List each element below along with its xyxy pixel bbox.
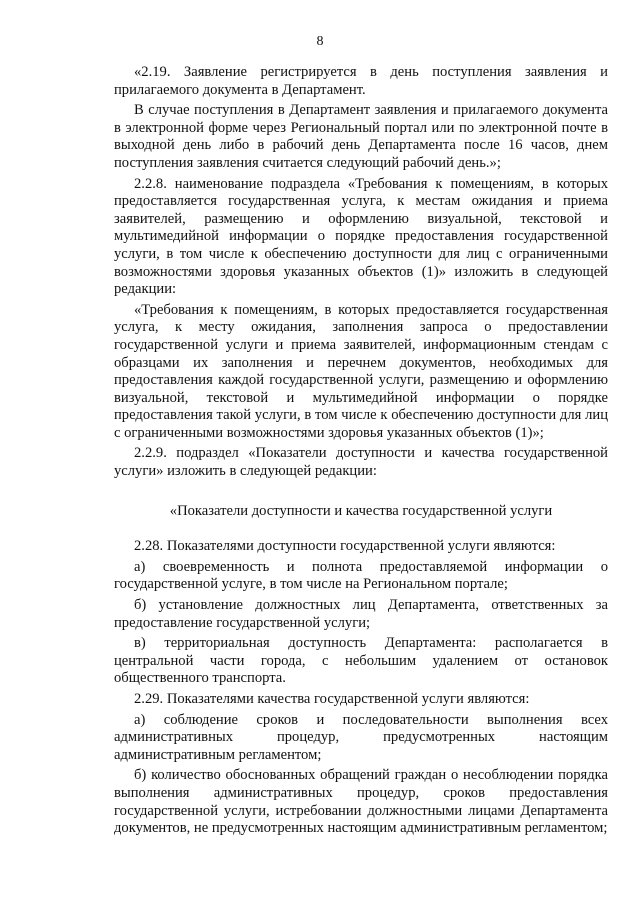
paragraph-2-28: 2.28. Показателями доступности государственной услуги являются:: [134, 538, 556, 555]
paragraph-2-2-9: 2.2.9. подраздел «Показатели доступности и качества государственной услуги» изложить в следующей редакции:: [114, 445, 608, 480]
paragraph-premises-requirements: «Требования к помещениям, в которых предоставляется государственная услуга, к месту ожидания, заполнения запроса о предоставлении государственной услуги и приема заявителей, информационным стендам с образцами их заполнения и перечнем документов, необходимых для предоставления каждой государственной услуги, размещению и оформлению визуальной, текстовой и мультимедийной информации о порядке предоставления такой услуги, в том числе к обеспечению доступности для лиц с ограниченными возможностями здоровья указанных объектов (1)»;: [114, 301, 608, 441]
document-body: [114, 64, 608, 838]
paragraph-2-28-b: б) установление должностных лиц Департамента, ответственных за предоставление государственной услуги;: [114, 597, 608, 631]
paragraph-2-29-b: б) количество обоснованных обращений граждан о несоблюдении порядка выполнения административных процедур, сроков предоставления государственной услуги, истребовании должностными лицами Департамента документов, не предусмотренных настоящим административным регламентом;: [114, 767, 608, 837]
paragraph-2-19: «2.19. Заявление регистрируется в день поступления заявления и прилагаемого документа в Департамент.: [114, 64, 608, 98]
paragraph-2-29: 2.29. Показателями качества государственной услуги являются:: [134, 691, 530, 707]
paragraph-2-29-a: а) соблюдение сроков и последовательности выполнения всех административных процедур, предусмотренных настоящим административным регламентом;: [114, 711, 608, 763]
section-title: «Показатели доступности и качества государственной услуги: [169, 502, 553, 519]
paragraph-2-28-a: а) своевременность и полнота предоставляемой информации о государственной услуге, в том числе на Региональном портале;: [114, 558, 608, 593]
paragraph-2-28-v: в) территориальная доступность Департамента: располагается в центральной части города, с небольшим удалением от остановок общественного транспорта.: [114, 635, 608, 687]
page-number: 8: [316, 34, 324, 49]
paragraph-2-2-8: 2.2.8. наименование подраздела «Требования к помещениям, в которых предоставляется государственная услуга, к местам ожидания и приема заявителей, размещению и оформлению визуальной, текстовой и мультимедийной информации о порядке предоставления государственной услуги, в том числе к обеспечению доступности для лиц с ограниченными возможностями здоровья указанных объектов (1)» изложить в следующей редакции:: [114, 175, 608, 298]
paragraph-electronic-submission: В случае поступления в Департамент заявления и прилагаемого документа в электронной форме через Региональный портал или по электронной почте в выходной день либо в рабочий день Департамента после 16 часов, днем поступления заявления считается следующий рабочий день.»;: [114, 102, 608, 171]
